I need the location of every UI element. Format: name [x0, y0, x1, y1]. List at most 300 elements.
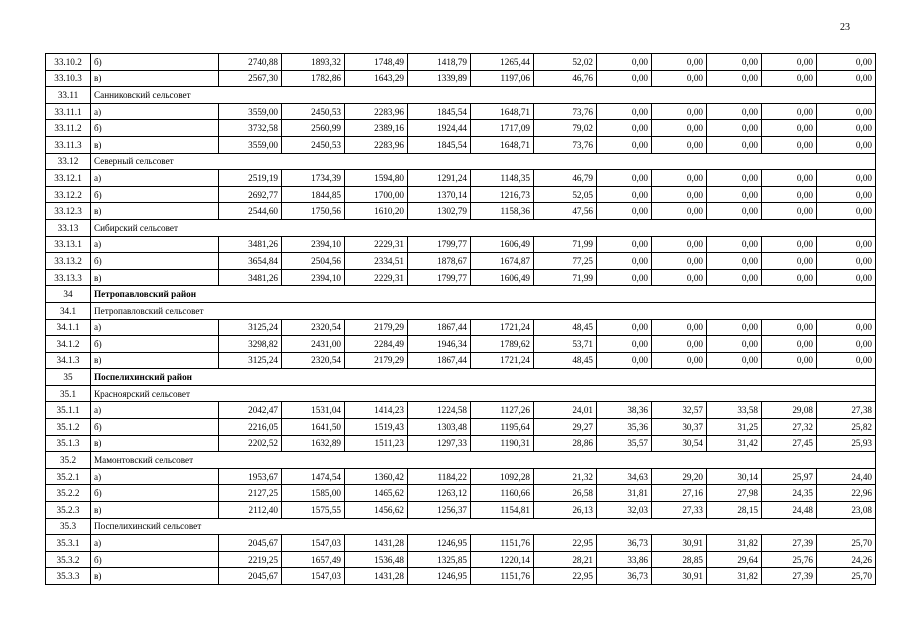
row-code-cell: 35.1.3	[46, 435, 91, 452]
value-cell: 27,32	[762, 419, 817, 436]
value-cell: 31,82	[707, 568, 762, 585]
value-cell: 0,00	[707, 136, 762, 153]
value-cell: 38,36	[597, 402, 652, 419]
value-cell: 1547,03	[282, 568, 345, 585]
value-cell: 0,00	[707, 269, 762, 286]
value-cell: 28,85	[652, 551, 707, 568]
value-cell: 1648,71	[471, 103, 534, 120]
value-cell: 0,00	[597, 253, 652, 270]
value-cell: 0,00	[817, 170, 876, 187]
value-cell: 0,00	[597, 269, 652, 286]
value-cell: 2519,19	[219, 170, 282, 187]
value-cell: 52,02	[534, 54, 597, 71]
value-cell: 30,37	[652, 419, 707, 436]
value-cell: 27,45	[762, 435, 817, 452]
value-cell: 0,00	[597, 203, 652, 220]
row-code-cell: 34.1.1	[46, 319, 91, 336]
value-cell: 3125,24	[219, 319, 282, 336]
value-cell: 1606,49	[471, 236, 534, 253]
value-cell: 79,02	[534, 120, 597, 137]
row-code-cell: 35.1.2	[46, 419, 91, 436]
value-cell: 1465,62	[345, 485, 408, 502]
value-cell: 33,58	[707, 402, 762, 419]
row-code-cell: 34	[46, 286, 91, 303]
value-cell: 2283,96	[345, 103, 408, 120]
value-cell: 1151,76	[471, 568, 534, 585]
value-cell: 22,95	[534, 568, 597, 585]
value-cell: 3654,84	[219, 253, 282, 270]
value-cell: 2692,77	[219, 186, 282, 203]
value-cell: 2112,40	[219, 502, 282, 519]
value-cell: 1893,32	[282, 54, 345, 71]
value-cell: 0,00	[597, 70, 652, 87]
variant-cell: а)	[91, 170, 219, 187]
value-cell: 2284,49	[345, 336, 408, 353]
table-row	[46, 70, 876, 87]
value-cell: 32,03	[597, 502, 652, 519]
value-cell: 0,00	[652, 170, 707, 187]
value-cell: 24,01	[534, 402, 597, 419]
district-title-cell: Поспелихинский район	[91, 369, 876, 386]
value-cell: 2334,51	[345, 253, 408, 270]
table-row	[46, 535, 876, 552]
value-cell: 1127,26	[471, 402, 534, 419]
row-code-cell: 35.2.3	[46, 502, 91, 519]
table-row	[46, 485, 876, 502]
variant-cell: в)	[91, 352, 219, 369]
value-cell: 0,00	[707, 186, 762, 203]
table-row	[46, 120, 876, 137]
row-code-cell: 35.3	[46, 518, 91, 535]
value-cell: 71,99	[534, 236, 597, 253]
value-cell: 1953,67	[219, 468, 282, 485]
variant-cell: б)	[91, 253, 219, 270]
row-code-cell: 35.2	[46, 452, 91, 469]
value-cell: 1303,48	[408, 419, 471, 436]
value-cell: 46,76	[534, 70, 597, 87]
value-cell: 25,97	[762, 468, 817, 485]
value-cell: 2567,30	[219, 70, 282, 87]
value-cell: 52,05	[534, 186, 597, 203]
value-cell: 1418,79	[408, 54, 471, 71]
value-cell: 26,58	[534, 485, 597, 502]
table-row	[46, 136, 876, 153]
value-cell: 0,00	[762, 319, 817, 336]
value-cell: 1302,79	[408, 203, 471, 220]
value-cell: 1700,00	[345, 186, 408, 203]
value-cell: 71,99	[534, 269, 597, 286]
value-cell: 3481,26	[219, 269, 282, 286]
variant-cell: в)	[91, 269, 219, 286]
row-code-cell: 33.13.2	[46, 253, 91, 270]
table-row	[46, 468, 876, 485]
value-cell: 2042,47	[219, 402, 282, 419]
value-cell: 2127,25	[219, 485, 282, 502]
row-code-cell: 33.11	[46, 87, 91, 104]
section-header-row	[46, 518, 876, 535]
value-cell: 0,00	[707, 120, 762, 137]
value-cell: 2283,96	[345, 136, 408, 153]
value-cell: 27,39	[762, 568, 817, 585]
value-cell: 1536,48	[345, 551, 408, 568]
value-cell: 3125,24	[219, 352, 282, 369]
section-title-cell: Сибирский сельсовет	[91, 219, 876, 236]
value-cell: 0,00	[597, 236, 652, 253]
row-code-cell: 33.12	[46, 153, 91, 170]
row-code-cell: 33.13.1	[46, 236, 91, 253]
value-cell: 28,15	[707, 502, 762, 519]
value-cell: 0,00	[817, 103, 876, 120]
value-cell: 1265,44	[471, 54, 534, 71]
value-cell: 1748,49	[345, 54, 408, 71]
value-cell: 0,00	[707, 336, 762, 353]
value-cell: 30,91	[652, 568, 707, 585]
table-row	[46, 103, 876, 120]
value-cell: 25,70	[817, 535, 876, 552]
row-code-cell: 35.1	[46, 385, 91, 402]
row-code-cell: 33.12.1	[46, 170, 91, 187]
value-cell: 26,13	[534, 502, 597, 519]
value-cell: 1456,62	[345, 502, 408, 519]
value-cell: 33,86	[597, 551, 652, 568]
value-cell: 24,35	[762, 485, 817, 502]
value-cell: 30,91	[652, 535, 707, 552]
table-body	[46, 54, 876, 585]
value-cell: 31,42	[707, 435, 762, 452]
value-cell: 27,16	[652, 485, 707, 502]
value-cell: 0,00	[652, 236, 707, 253]
section-title-cell: Санниковский сельсовет	[91, 87, 876, 104]
value-cell: 1845,54	[408, 136, 471, 153]
section-title-cell: Северный сельсовет	[91, 153, 876, 170]
value-cell: 1594,80	[345, 170, 408, 187]
variant-cell: б)	[91, 54, 219, 71]
value-cell: 29,20	[652, 468, 707, 485]
row-code-cell: 33.10.2	[46, 54, 91, 71]
value-cell: 28,86	[534, 435, 597, 452]
value-cell: 77,25	[534, 253, 597, 270]
value-cell: 31,81	[597, 485, 652, 502]
value-cell: 3481,26	[219, 236, 282, 253]
table-row	[46, 203, 876, 220]
value-cell: 3559,00	[219, 136, 282, 153]
value-cell: 0,00	[817, 236, 876, 253]
value-cell: 1721,24	[471, 319, 534, 336]
row-code-cell: 34.1.3	[46, 352, 91, 369]
value-cell: 30,54	[652, 435, 707, 452]
value-cell: 0,00	[762, 54, 817, 71]
value-cell: 0,00	[707, 103, 762, 120]
value-cell: 1632,89	[282, 435, 345, 452]
value-cell: 1511,23	[345, 435, 408, 452]
row-code-cell: 33.11.1	[46, 103, 91, 120]
value-cell: 0,00	[597, 319, 652, 336]
value-cell: 1297,33	[408, 435, 471, 452]
row-code-cell: 35.2.1	[46, 468, 91, 485]
value-cell: 1154,81	[471, 502, 534, 519]
value-cell: 0,00	[652, 120, 707, 137]
section-header-row	[46, 87, 876, 104]
value-cell: 53,71	[534, 336, 597, 353]
value-cell: 0,00	[707, 203, 762, 220]
value-cell: 28,21	[534, 551, 597, 568]
value-cell: 47,56	[534, 203, 597, 220]
row-code-cell: 34.1.2	[46, 336, 91, 353]
value-cell: 21,32	[534, 468, 597, 485]
value-cell: 2504,56	[282, 253, 345, 270]
value-cell: 1195,64	[471, 419, 534, 436]
value-cell: 1867,44	[408, 319, 471, 336]
value-cell: 0,00	[762, 170, 817, 187]
variant-cell: б)	[91, 551, 219, 568]
section-header-row	[46, 302, 876, 319]
district-title-cell: Петропавловский район	[91, 286, 876, 303]
value-cell: 1184,22	[408, 468, 471, 485]
value-cell: 22,96	[817, 485, 876, 502]
value-cell: 1606,49	[471, 269, 534, 286]
value-cell: 0,00	[817, 203, 876, 220]
value-cell: 24,26	[817, 551, 876, 568]
value-cell: 46,79	[534, 170, 597, 187]
value-cell: 27,38	[817, 402, 876, 419]
value-cell: 34,63	[597, 468, 652, 485]
value-cell: 48,45	[534, 352, 597, 369]
value-cell: 1799,77	[408, 269, 471, 286]
value-cell: 2394,10	[282, 269, 345, 286]
value-cell: 1151,76	[471, 535, 534, 552]
value-cell: 1657,49	[282, 551, 345, 568]
value-cell: 0,00	[817, 186, 876, 203]
value-cell: 24,48	[762, 502, 817, 519]
value-cell: 1197,06	[471, 70, 534, 87]
value-cell: 0,00	[597, 170, 652, 187]
value-cell: 1519,43	[345, 419, 408, 436]
table-row	[46, 170, 876, 187]
value-cell: 25,70	[817, 568, 876, 585]
value-cell: 2219,25	[219, 551, 282, 568]
value-cell: 25,93	[817, 435, 876, 452]
section-header-row	[46, 385, 876, 402]
section-header-row	[46, 452, 876, 469]
value-cell: 1190,31	[471, 435, 534, 452]
variant-cell: а)	[91, 236, 219, 253]
value-cell: 1263,12	[408, 485, 471, 502]
value-cell: 0,00	[817, 136, 876, 153]
value-cell: 0,00	[817, 352, 876, 369]
value-cell: 0,00	[817, 54, 876, 71]
table-row	[46, 319, 876, 336]
value-cell: 0,00	[652, 319, 707, 336]
variant-cell: б)	[91, 485, 219, 502]
row-code-cell: 33.11.3	[46, 136, 91, 153]
table-row	[46, 236, 876, 253]
table-row	[46, 269, 876, 286]
value-cell: 23,08	[817, 502, 876, 519]
value-cell: 0,00	[597, 186, 652, 203]
value-cell: 1674,87	[471, 253, 534, 270]
variant-cell: а)	[91, 103, 219, 120]
value-cell: 32,57	[652, 402, 707, 419]
value-cell: 0,00	[707, 236, 762, 253]
value-cell: 1789,62	[471, 336, 534, 353]
value-cell: 2229,31	[345, 269, 408, 286]
row-code-cell: 35.3.2	[46, 551, 91, 568]
value-cell: 1610,20	[345, 203, 408, 220]
value-cell: 0,00	[762, 352, 817, 369]
value-cell: 0,00	[597, 336, 652, 353]
value-cell: 27,98	[707, 485, 762, 502]
value-cell: 1717,09	[471, 120, 534, 137]
value-cell: 1721,24	[471, 352, 534, 369]
value-cell: 2431,00	[282, 336, 345, 353]
value-cell: 0,00	[652, 352, 707, 369]
value-cell: 1246,95	[408, 568, 471, 585]
value-cell: 0,00	[597, 120, 652, 137]
value-cell: 1648,71	[471, 136, 534, 153]
value-cell: 1160,66	[471, 485, 534, 502]
value-cell: 1220,14	[471, 551, 534, 568]
variant-cell: б)	[91, 336, 219, 353]
value-cell: 1158,36	[471, 203, 534, 220]
value-cell: 0,00	[652, 186, 707, 203]
value-cell: 1216,73	[471, 186, 534, 203]
value-cell: 1148,35	[471, 170, 534, 187]
value-cell: 1845,54	[408, 103, 471, 120]
value-cell: 0,00	[707, 319, 762, 336]
value-cell: 2740,88	[219, 54, 282, 71]
value-cell: 1844,85	[282, 186, 345, 203]
value-cell: 29,27	[534, 419, 597, 436]
value-cell: 2450,53	[282, 136, 345, 153]
value-cell: 1531,04	[282, 402, 345, 419]
district-header-row	[46, 369, 876, 386]
value-cell: 2179,29	[345, 352, 408, 369]
row-code-cell: 35.1.1	[46, 402, 91, 419]
value-cell: 1431,28	[345, 535, 408, 552]
value-cell: 1867,44	[408, 352, 471, 369]
value-cell: 1878,67	[408, 253, 471, 270]
value-cell: 1924,44	[408, 120, 471, 137]
value-cell: 1799,77	[408, 236, 471, 253]
value-cell: 1246,95	[408, 535, 471, 552]
value-cell: 0,00	[817, 269, 876, 286]
table-row	[46, 551, 876, 568]
value-cell: 0,00	[707, 352, 762, 369]
value-cell: 2544,60	[219, 203, 282, 220]
value-cell: 0,00	[762, 120, 817, 137]
row-code-cell: 33.13	[46, 219, 91, 236]
table-row	[46, 502, 876, 519]
value-cell: 36,73	[597, 568, 652, 585]
value-cell: 0,00	[597, 352, 652, 369]
value-cell: 2389,16	[345, 120, 408, 137]
value-cell: 25,82	[817, 419, 876, 436]
row-code-cell: 35.3.3	[46, 568, 91, 585]
value-cell: 27,33	[652, 502, 707, 519]
value-cell: 0,00	[652, 136, 707, 153]
row-code-cell: 35.3.1	[46, 535, 91, 552]
table-row	[46, 402, 876, 419]
variant-cell: а)	[91, 319, 219, 336]
variant-cell: а)	[91, 402, 219, 419]
value-cell: 0,00	[652, 203, 707, 220]
variant-cell: б)	[91, 419, 219, 436]
value-cell: 2179,29	[345, 319, 408, 336]
district-header-row	[46, 286, 876, 303]
value-cell: 1370,14	[408, 186, 471, 203]
value-cell: 25,76	[762, 551, 817, 568]
section-title-cell: Петропавловский сельсовет	[91, 302, 876, 319]
value-cell: 1750,56	[282, 203, 345, 220]
tariff-table	[45, 53, 876, 585]
value-cell: 73,76	[534, 136, 597, 153]
table-row	[46, 54, 876, 71]
value-cell: 0,00	[652, 336, 707, 353]
value-cell: 0,00	[817, 319, 876, 336]
value-cell: 2229,31	[345, 236, 408, 253]
value-cell: 3732,58	[219, 120, 282, 137]
value-cell: 0,00	[762, 103, 817, 120]
row-code-cell: 33.12.2	[46, 186, 91, 203]
value-cell: 2320,54	[282, 352, 345, 369]
value-cell: 0,00	[652, 269, 707, 286]
value-cell: 1946,34	[408, 336, 471, 353]
value-cell: 0,00	[762, 336, 817, 353]
value-cell: 0,00	[762, 70, 817, 87]
value-cell: 0,00	[817, 336, 876, 353]
value-cell: 1643,29	[345, 70, 408, 87]
row-code-cell: 33.11.2	[46, 120, 91, 137]
row-code-cell: 33.13.3	[46, 269, 91, 286]
value-cell: 0,00	[597, 103, 652, 120]
value-cell: 2045,67	[219, 535, 282, 552]
value-cell: 1782,86	[282, 70, 345, 87]
value-cell: 0,00	[817, 120, 876, 137]
value-cell: 48,45	[534, 319, 597, 336]
variant-cell: в)	[91, 568, 219, 585]
value-cell: 24,40	[817, 468, 876, 485]
table-row	[46, 336, 876, 353]
value-cell: 1360,42	[345, 468, 408, 485]
table-row	[46, 253, 876, 270]
value-cell: 2560,99	[282, 120, 345, 137]
value-cell: 1092,28	[471, 468, 534, 485]
variant-cell: б)	[91, 186, 219, 203]
value-cell: 1414,23	[345, 402, 408, 419]
value-cell: 29,64	[707, 551, 762, 568]
value-cell: 1474,54	[282, 468, 345, 485]
value-cell: 0,00	[707, 54, 762, 71]
value-cell: 73,76	[534, 103, 597, 120]
row-code-cell: 35.2.2	[46, 485, 91, 502]
value-cell: 0,00	[707, 253, 762, 270]
value-cell: 0,00	[707, 170, 762, 187]
value-cell: 0,00	[652, 253, 707, 270]
value-cell: 1585,00	[282, 485, 345, 502]
value-cell: 0,00	[817, 70, 876, 87]
value-cell: 0,00	[652, 54, 707, 71]
value-cell: 2450,53	[282, 103, 345, 120]
value-cell: 1734,39	[282, 170, 345, 187]
table-row	[46, 352, 876, 369]
section-header-row	[46, 219, 876, 236]
value-cell: 36,73	[597, 535, 652, 552]
row-code-cell: 33.12.3	[46, 203, 91, 220]
value-cell: 31,82	[707, 535, 762, 552]
variant-cell: а)	[91, 535, 219, 552]
section-title-cell: Мамонтовский сельсовет	[91, 452, 876, 469]
value-cell: 1431,28	[345, 568, 408, 585]
